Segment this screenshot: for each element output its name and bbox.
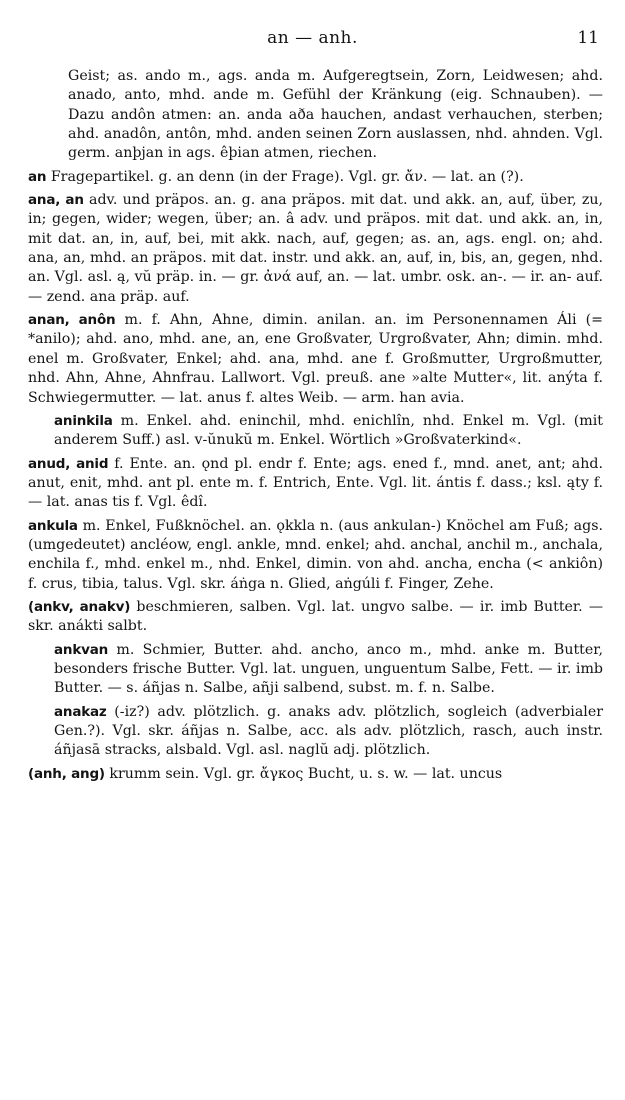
entry-headword: anakaz [54, 703, 107, 720]
entry-text: m. f. Ahn, Ahne, dimin. anilan. an. im Personennamen Áli (= *anilo); ahd. ano, mhd. ane, an, ene Großvater, Urgroßvater, Ahn; dimin. mhd. enel m. Großvater, Enkel; ahd. ana, mhd. ane f. Großmutter, Urgroßmutter, nhd. Ahn, Ahne, Ahnfrau. Lallwort. Vgl. preuß. ane »alte Mutter«, lit. anýta f. Schwiegermutter. — lat. anus f. altes Weib. — arm. han avia. [28, 312, 603, 406]
running-head: an — anh. [267, 28, 358, 48]
dictionary-entry [28, 765, 603, 784]
dictionary-body [28, 67, 603, 788]
entry-text: Geist; as. ando m., ags. anda m. Aufgeregtsein, Zorn, Leidwesen; ahd. anado, anto, mhd. ande m. Gefühl der Kränkung (eig. Schnauben). — Dazu andôn atmen: an. anda aða hauchen, andast verhauchen, sterben; ahd. anadôn, antôn, mhd. anden seinen Zorn auslassen, nhd. ahnden. Vgl. germ. anþjan in ags. êþian atmen, riechen. [68, 68, 603, 162]
dictionary-entry [28, 517, 603, 594]
entry-text: m. Enkel. ahd. eninchil, mhd. enichlîn, nhd. Enkel m. Vgl. (mit anderem Suff.) asl. v-ŭnukŭ m. Enkel. Wörtlich »Großvaterkind«. [54, 412, 603, 449]
entry-headword: ankula [28, 517, 78, 534]
dictionary-entry [28, 191, 603, 307]
entry-headword: (anh, ang) [28, 765, 105, 782]
dictionary-entry [28, 168, 603, 187]
entry-text: krumm sein. Vgl. gr. ἄγκος Bucht, u. s. w. — lat. uncus [104, 765, 503, 782]
entry-text: f. Ente. an. ǫnd pl. endr f. Ente; ags. ened f., mnd. anet, ant; ahd. anut, enit, mhd. ant pl. ente m. f. Entrich, Ente. Vgl. lit. ántis f. dass.; ksl. ąty f. — lat. anas tis f. Vgl. êdî. [28, 455, 603, 511]
dictionary-subentry [28, 703, 603, 761]
entry-headword: ankvan [54, 641, 109, 658]
dictionary-subentry [28, 412, 603, 451]
page-header [0, 28, 625, 54]
entry-headword: (ankv, anakv) [28, 598, 131, 615]
entry-headword: anan, anôn [28, 312, 116, 329]
entry-headword: anud, anid [28, 455, 109, 472]
entry-text: (-iz?) adv. plötzlich. g. anaks adv. plötzlich, sogleich (adverbialer Gen.?). Vgl. skr. áñjas n. Salbe, acc. als adv. plötzlich, rasch, auch instr. áñjasā stracks, alsbald. Vgl. asl. naglŭ adj. plötzlich. [54, 703, 603, 759]
entry-text: adv. und präpos. an. g. ana präpos. mit dat. und akk. an, auf, über, zu, in; gegen, wider; wegen, über; an. â adv. und präpos. mit dat. und akk. an, in, mit dat. an, in, auf, bei, mit akk. nach, auf, gegen; as. an, ags. engl. on; ahd. ana, an, mhd. an präpos. mit dat. instr. und akk. an, auf, in, bis, an, gegen, nhd. an. Vgl. asl. ą, vŭ präp. in. — gr. ἀνά auf, an. — lat. umbr. osk. an-. — ir. an- auf. — zend. ana präp. auf. [28, 192, 603, 305]
entry-text: beschmieren, salben. Vgl. lat. ungvo salbe. — ir. imb Butter. — skr. anákti salbt. [28, 598, 604, 635]
entry-headword: aninkila [54, 412, 113, 429]
dictionary-entry [28, 455, 603, 513]
entry-headword: ana, an [28, 192, 84, 209]
dictionary-entry [28, 67, 603, 164]
entry-text: Fragepartikel. g. an denn (in der Frage). Vgl. gr. ἄν. — lat. an (?). [46, 168, 524, 185]
entry-headword: an [28, 168, 47, 185]
dictionary-subentry [28, 641, 603, 699]
entry-text: m. Enkel, Fußknöchel. an. ǫkkla n. (aus ankulan-) Knöchel am Fuß; ags. (umgedeutet) ancléow, engl. ankle, mnd. enkel; ahd. anchal, anchil m., anchala, enchila f., mhd. enkel m., nhd. Enkel, dimin. von ahd. ancha, encha (< ankiôn) f. crus, tibia, talus. Vgl. skr. áṅga n. Glied, aṅgúli f. Finger, Zehe. [28, 517, 603, 592]
dictionary-entry [28, 598, 603, 637]
entry-text: m. Schmier, Butter. ahd. ancho, anco m., mhd. anke m. Butter, besonders frische Butter. Vgl. lat. unguen, unguentum Salbe, Fett. — ir. imb Butter. — s. áñjas n. Salbe, añji salbend, subst. m. f. n. Salbe. [54, 641, 603, 697]
dictionary-entry [28, 311, 603, 408]
page-number: 11 [577, 28, 599, 48]
